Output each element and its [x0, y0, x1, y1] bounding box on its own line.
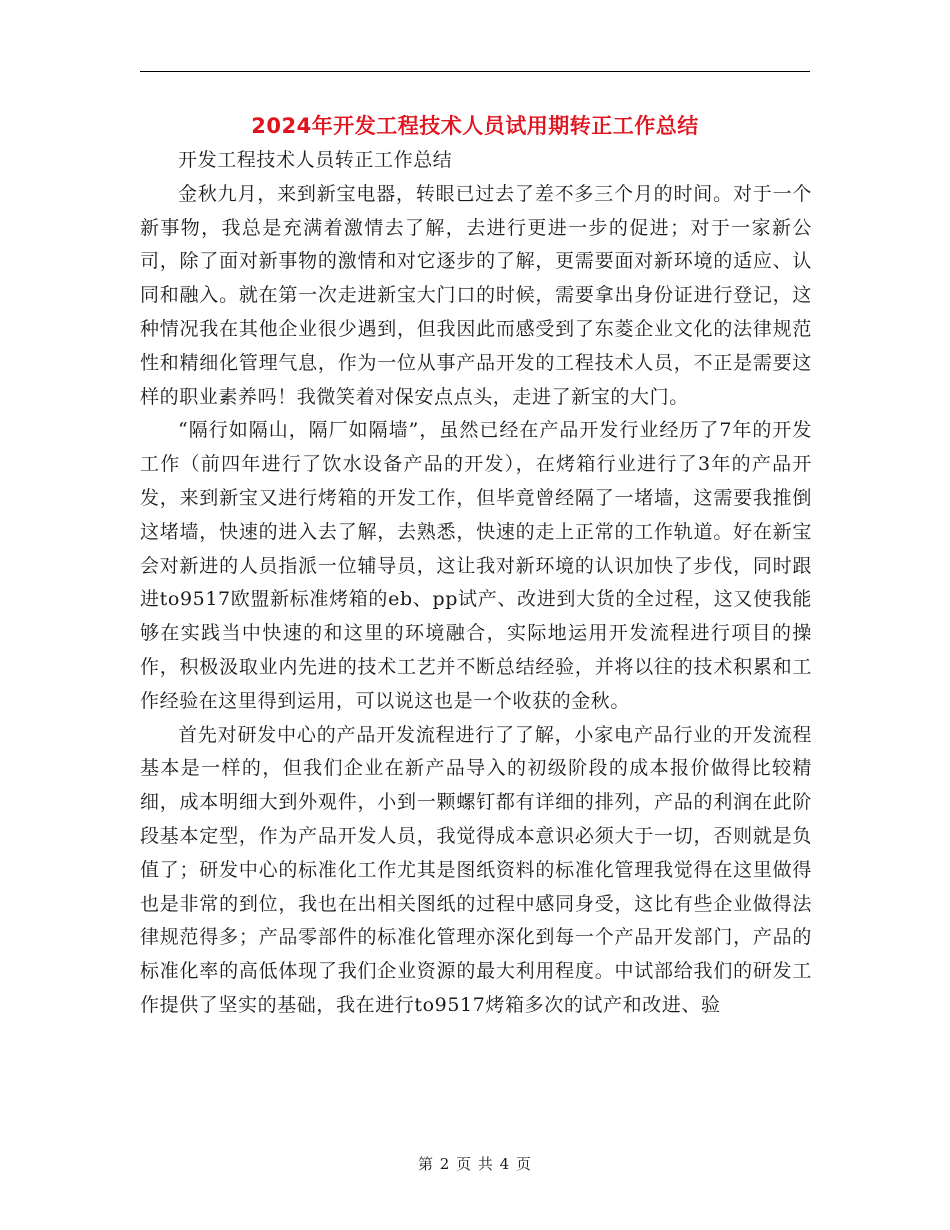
footer-prefix: 第	[417, 1155, 434, 1173]
document-body	[140, 144, 812, 1023]
footer-current-page: 2	[439, 1155, 451, 1173]
document-title: 2024年开发工程技术人员试用期转正工作总结	[251, 114, 699, 138]
page-footer	[0, 1152, 950, 1176]
body-paragraph: 首先对研发中心的产品开发流程进行了了解，小家电产品行业的开发流程基本是一样的，但我们企业在新产品导入的初级阶段的成本报价做得比较精细，成本明细大到外观件，小到一颗螺钉都有详细的排列，产品的利润在此阶段基本定型，作为产品开发人员，我觉得成本意识必须大于一切，否则就是负值了；研发中心的标准化工作尤其是图纸资料的标准化管理我觉得在这里做得也是非常的到位，我也在出相关图纸的过程中感同身受，这比有些企业做得法律规范得多；产品零部件的标准化管理亦深化到每一个产品开发部门，产品的标准化率的高低体现了我们企业资源的最大利用程度。中试部给我们的研发工作提供了坚实的基础，我在进行to9517烤箱多次的试产和改进、验	[140, 723, 812, 1016]
body-paragraph: “隔行如隔山，隔厂如隔墙”，虽然已经在产品开发行业经历了7年的开发工作（前四年进行了饮水设备产品的开发），在烤箱行业进行了3年的产品开发，来到新宝又进行烤箱的开发工作，但毕竟曾经隔了一堵墙，这需要我推倒这堵墙，快速的进入去了解，去熟悉，快速的走上正常的工作轨道。好在新宝会对新进的人员指派一位辅导员，这让我对新环境的认识加快了步伐，同时跟进to9517欧盟新标准烤箱的eb、pp试产、改进到大货的全过程，这又使我能够在实践当中快速的和这里的环境融合，实际地运用开发流程进行项目的操作，积极汲取业内先进的技术工艺并不断总结经验，并将以往的技术积累和工作经验在这里得到运用，可以说这也是一个收获的金秋。	[140, 419, 812, 712]
footer-total-pages: 4	[499, 1155, 511, 1173]
subtitle-paragraph: 开发工程技术人员转正工作总结	[178, 149, 453, 171]
header-rule	[140, 71, 810, 72]
footer-suffix: 页	[516, 1155, 533, 1173]
footer-middle: 页 共	[456, 1155, 494, 1173]
body-paragraph: 金秋九月，来到新宝电器，转眼已过去了差不多三个月的时间。对于一个新事物，我总是充满着激情去了解，去进行更进一步的促进；对于一家新公司，除了面对新事物的激情和对它逐步的了解，更需要面对新环境的适应、认同和融入。就在第一次走进新宝大门口的时候，需要拿出身份证进行登记，这种情况我在其他企业很少遇到，但我因此而感受到了东菱企业文化的法律规范性和精细化管理气息，作为一位从事产品开发的工程技术人员，不正是需要这样的职业素养吗！我微笑着对保安点点头，走进了新宝的大门。	[140, 182, 812, 408]
